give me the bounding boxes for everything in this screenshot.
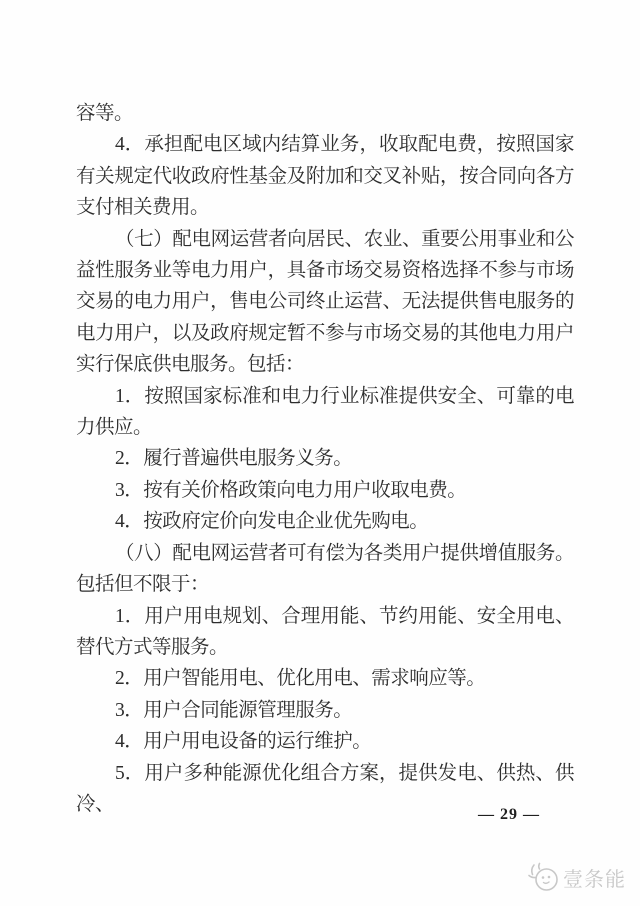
paragraph: 5．用户多种能源优化组合方案，提供发电、供热、供冷、 [76,762,574,815]
paragraph: 3．用户合同能源管理服务。 [115,699,353,721]
paragraph: （八）配电网运营者可有偿为各类用户提供增值服务。包括但不限于： [76,542,574,596]
paragraph: （七）配电网运营者向居民、农业、重要公用事业和公益性服务业等电力用户，具备市场交易资格选择不参与市场交易的电力用户，售电公司终止运营、无法提供售电服务的电力用户，以及政府规定暂不参与市场交易的其他电力用户实行保底供电服务。包括： [76,228,574,376]
paragraph: 4．用户用电设备的运行维护。 [115,731,372,753]
paragraph: 2．履行普遍供电服务义务。 [115,448,353,470]
paragraph: 3．按有关价格政策向电力用户收取电费。 [115,479,467,501]
page-number: — 29 — [478,806,540,823]
mascot-face-icon [526,861,560,893]
paragraph: 容等。 [76,103,134,124]
document-body [76,98,574,820]
paragraph: 2．用户智能用电、优化用电、需求响应等。 [115,668,486,690]
watermark-label: 壹条能 [563,868,626,891]
paragraph: 4．承担配电区域内结算业务，收取配电费，按照国家有关规定代收政府性基金及附加和交叉补贴，按合同向各方支付相关费用。 [76,134,574,219]
paragraph: 4．按政府定价向发电企业优先购电。 [115,511,429,533]
paragraph: 1．按照国家标准和电力行业标准提供安全、可靠的电力供应。 [76,385,574,439]
paragraph: 1．用户用电规划、合理用能、节约用能、安全用电、替代方式等服务。 [76,605,574,658]
watermark [526,861,626,893]
